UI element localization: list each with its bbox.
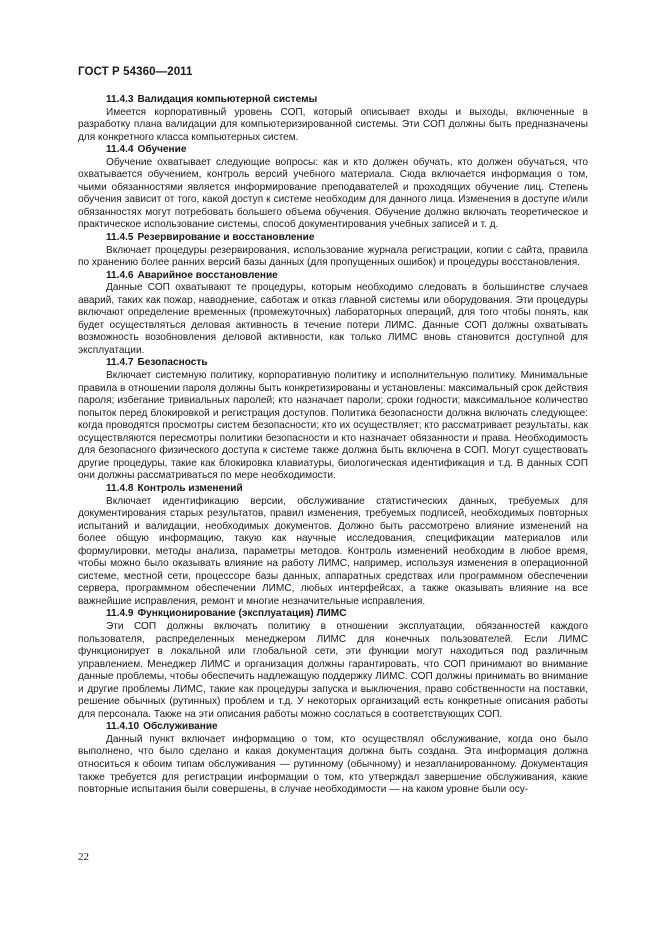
section-title: Обслуживание — [143, 721, 218, 733]
section-heading — [78, 94, 588, 107]
section-number: 11.4.3 — [106, 94, 134, 105]
section-paragraph: Имеется корпоративный уровень СОП, который описывает входы и выходы, включенные в разработку плана валидации для компьютеризированной системы. Эти СОП должны быть предназначены для конкретного класса компьютерных систем. — [78, 106, 588, 143]
page-number: 22 — [78, 851, 89, 863]
section-11-4-3 — [78, 94, 588, 144]
section-heading — [78, 270, 588, 283]
section-number: 11.4.6 — [106, 269, 134, 281]
section-11-4-10 — [78, 721, 588, 796]
section-heading — [78, 483, 588, 496]
section-paragraph: Обучение охватывает следующие вопросы: как и кто должен обучать, кто должен обучаться, что охватывается обучением, контроль версий учебного материала. Сюда включается информация о том, чьими обязанностями является информирование преподавателей и проходящих обучение лиц. Степень обучения зависит от того, какой доступ к системе необходим для данного лица. Изменения в доступе и/или обязанностях могут потребовать большего объема обучения. Обучение должно включать теоретическое и практическое использование системы, способ документирования учебных записей и т. д. — [78, 156, 588, 231]
section-title: Контроль изменений — [137, 482, 243, 494]
section-heading — [78, 608, 588, 621]
document-header: ГОСТ Р 54360—2011 — [78, 66, 193, 78]
section-number: 11.4.4 — [106, 144, 134, 156]
section-paragraph: Данные СОП охватывают те процедуры, которым необходимо следовать в большинстве случаев аварий, таких как пожар, наводнение, саботаж и отказ главной системы или оборудования. Эти процедуры включают определение временных (промежуточных) лабораторных операций, для того чтобы понять, как будет осуществляться деловая активность в течение потери ЛИМС. Данные СОП должны охватывать возможность возобновления деловой активности, как только ЛИМС вновь становится доступной для эксплуатации. — [78, 282, 588, 356]
section-title: Валидация компьютерной системы — [137, 94, 318, 105]
section-number: 11.4.5 — [106, 232, 134, 244]
section-paragraph: Данный пункт включает информацию о том, кто осуществлял обслуживание, когда оно было выполнено, что было сделано и какая документация должна быть создана. Эта информация должна относиться к обоим типам обслуживания — рутинному (обычному) и незапланированному. Документация также требуется для регистрации информации о том, кто утверждал завершение обслуживания, какие повторные испытания были совершены, в случае необходимости — на каком уровне были осу- — [78, 733, 588, 796]
section-title: Аварийное восстановление — [137, 269, 278, 281]
section-11-4-5 — [78, 232, 588, 270]
section-heading — [78, 232, 588, 245]
section-title: Функционирование (эксплуатация) ЛИМС — [137, 608, 347, 620]
section-heading — [78, 721, 588, 734]
section-paragraph: Включает системную политику, корпоративную политику и исполнительную политику. Минимальные правила в отношении пароля должны быть конкретизированы и установлены: максимальный срок действия пароля; избегание тривиальных паролей; кто назначает пароли; сроки годности; максимальное количество попыток перед блокировкой и регистрация доступов. Политика безопасности должна включать следующее: когда проводятся просмотры систем безопасности; кто их осуществляет; кто рассматривает результаты, как осуществляются пересмотры политики безопасности и кто назначает обязанности и права. Необходимость для безопасного физического доступа к системе также должна быть включена в СОП. Могут существовать другие процедуры, такие как блокировка клавиатуры, биологическая идентификация и т.д. В данных СОП они должны рассматриваться по мере необходимости. — [78, 370, 588, 482]
section-title: Обучение — [137, 144, 187, 156]
section-title: Безопасность — [137, 357, 208, 369]
section-11-4-7 — [78, 357, 588, 482]
document-body — [78, 94, 588, 797]
section-number: 11.4.8 — [106, 482, 134, 494]
section-11-4-9 — [78, 608, 588, 721]
section-paragraph: Эти СОП должны включать политику в отношении эксплуатации, обязанностей каждого пользователя, распределенных менеджером ЛИМС для конечных пользователей. Если ЛИМС функционирует в локальной или глобальной сети, эти функции могут находиться под различным управлением. Менеджер ЛИМС и организация должны гарантировать, что СОП принимают во внимание данные проблемы, чтобы обеспечить надлежащую поддержку ЛИМС. СОП должны принимать во внимание и другие проблемы ЛИМС, такие как процедуры запуска и выключения, право собственности на поставки, решение обычных (рутинных) проблем и т.д. У некоторых организаций есть конкретные описания работы для персонала. Также на эти описания работы можно сослаться в соответствующих СОП. — [78, 620, 588, 720]
section-number: 11.4.9 — [106, 608, 134, 620]
section-number: 11.4.7 — [106, 357, 134, 369]
section-11-4-8 — [78, 483, 588, 608]
section-paragraph: Включает процедуры резервирования, использование журнала регистрации, копии с сайта, правила по хранению более ранних версий базы данных (для пропущенных ошибок) и процедуры восстановления. — [78, 244, 588, 269]
section-title: Резервирование и восстановление — [137, 232, 315, 244]
section-11-4-6 — [78, 270, 588, 358]
section-11-4-4 — [78, 144, 588, 232]
section-paragraph: Включает идентификацию версии, обслуживание статистических данных, требуемых для документирования старых результатов, правил изменения, требуемых подписей, необходимых повторных испытаний и валидации, необходимых документов. Должно быть рассмотрено влияние изменений на более общую информацию, такую как научные исследования, спецификации материалов или формулировки, методы анализа, параметры методов. Контроль изменений необходим в любое время, чтобы можно было оказывать влияние на работу ЛИМС, например, используя изменения в операционной системе, местной сети, процессоре базы данных, аппаратных средствах или программном обеспечении сервера, программном обеспечении ЛИМС, любых интерфейсах, а также оказывать влияние на все важнейшие исправления, ремонт и многие незначительные исправления. — [78, 495, 588, 607]
section-heading — [78, 144, 588, 157]
section-heading — [78, 357, 588, 370]
section-number: 11.4.10 — [106, 721, 140, 733]
